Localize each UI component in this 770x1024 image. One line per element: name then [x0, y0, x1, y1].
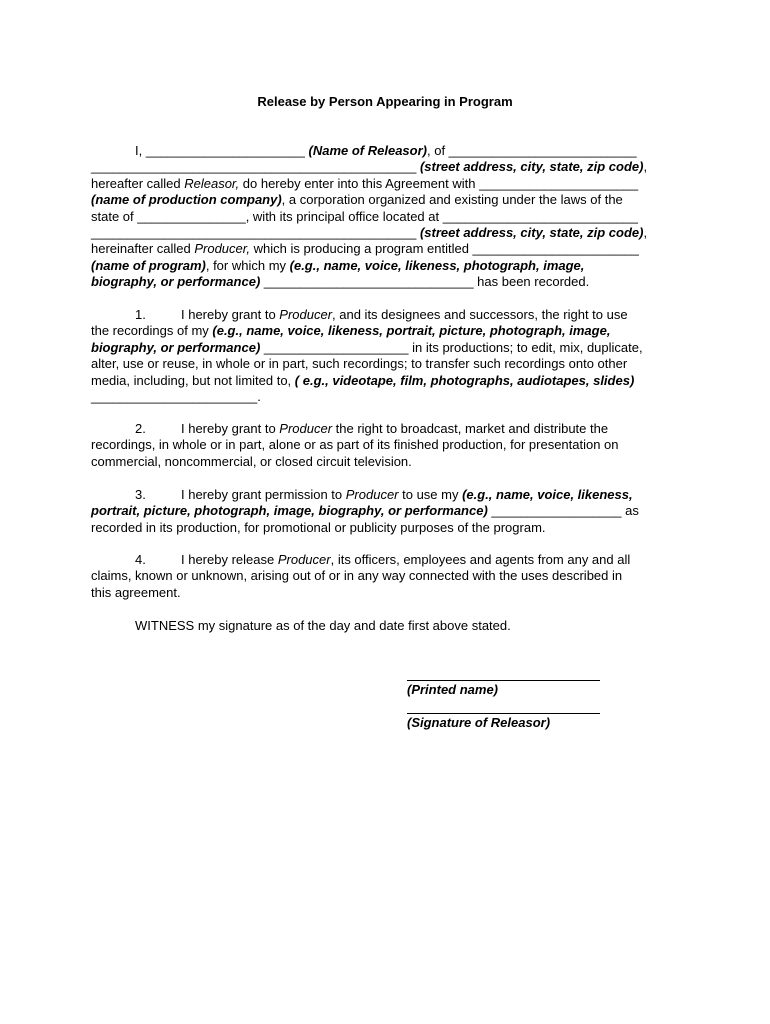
printed-name-line[interactable]	[407, 680, 600, 681]
clause-4	[91, 552, 681, 601]
clause-3-line-1: 3. I hereby grant permission to Producer to use my (e.g., name, voice, likeness,	[135, 487, 633, 502]
clause-3-line-3: recorded in its production, for promotional or publicity purposes of the program.	[91, 519, 546, 535]
clause-1-line-4: alter, use or reuse, in whole or in part, such recordings; to transfer such recordings onto other	[91, 356, 628, 372]
clause-4-line-1: 4. I hereby release Producer, its officers, employees and agents from any and all	[135, 552, 631, 567]
clause-1	[91, 307, 681, 405]
clause-number: 1.	[135, 307, 146, 322]
clause-3-line-2: portrait, picture, photograph, image, biography, or performance) __________________ as	[91, 503, 639, 519]
document-title: Release by Person Appearing in Program	[257, 94, 513, 109]
clause-number: 4.	[135, 552, 146, 567]
clause-4-line-3: this agreement.	[91, 584, 181, 600]
intro-line-9: biography, or performance) _____________________________ has been recorded.	[91, 274, 590, 290]
clause-1-line-6: _______________________.	[91, 388, 261, 404]
intro-line-6: _____________________________________________ (street address, city, state, zip code),	[91, 224, 648, 240]
intro-line-8: (name of program), for which my (e.g., name, voice, likeness, photograph, image,	[91, 257, 585, 273]
intro-line-7: hereinafter called Producer, which is producing a program entitled _______________________	[91, 241, 639, 257]
clause-2	[91, 421, 681, 470]
signature-label: (Signature of Releasor)	[407, 715, 551, 730]
signature-line[interactable]	[407, 713, 600, 714]
clause-3	[91, 487, 681, 536]
clause-2-line-3: commercial, noncommercial, or closed circuit television.	[91, 453, 412, 469]
clause-2-line-2: recordings, in whole or in part, alone or as part of its finished production, for presentation on	[91, 437, 619, 453]
intro-line-4: (name of production company), a corporation organized and existing under the laws of the	[91, 192, 623, 208]
intro-line-2: _____________________________________________ (street address, city, state, zip code),	[91, 159, 648, 175]
intro-line-5: state of _______________, with its principal office located at ___________________________	[91, 208, 638, 224]
clause-2-line-1: 2. I hereby grant to Producer the right to broadcast, market and distribute the	[135, 421, 609, 436]
intro-line-3: hereafter called Releasor, do hereby enter into this Agreement with ______________________	[91, 175, 639, 191]
signature-block	[407, 713, 607, 731]
witness-statement: WITNESS my signature as of the day and date first above stated.	[135, 618, 511, 633]
printed-name-label: (Printed name)	[407, 682, 499, 697]
clause-1-line-2: the recordings of my (e.g., name, voice, likeness, portrait, picture, photograph, image,	[91, 323, 611, 339]
printed-name-block	[407, 680, 607, 698]
clause-1-line-5: media, including, but not limited to, ( e.g., videotape, film, photographs, audiotapes, slides)	[91, 372, 635, 388]
clause-1-line-1: 1. I hereby grant to Producer, and its designees and successors, the right to use	[135, 307, 628, 322]
intro-paragraph	[91, 143, 681, 291]
intro-line-1: I, ______________________ (Name of Releasor), of __________________________	[135, 143, 637, 158]
clause-1-line-3: biography, or performance) ____________________ in its productions; to edit, mix, duplicate,	[91, 339, 643, 355]
clause-4-line-2: claims, known or unknown, arising out of or in any way connected with the uses described in	[91, 568, 623, 584]
clause-number: 2.	[135, 421, 146, 436]
clause-number: 3.	[135, 487, 146, 502]
